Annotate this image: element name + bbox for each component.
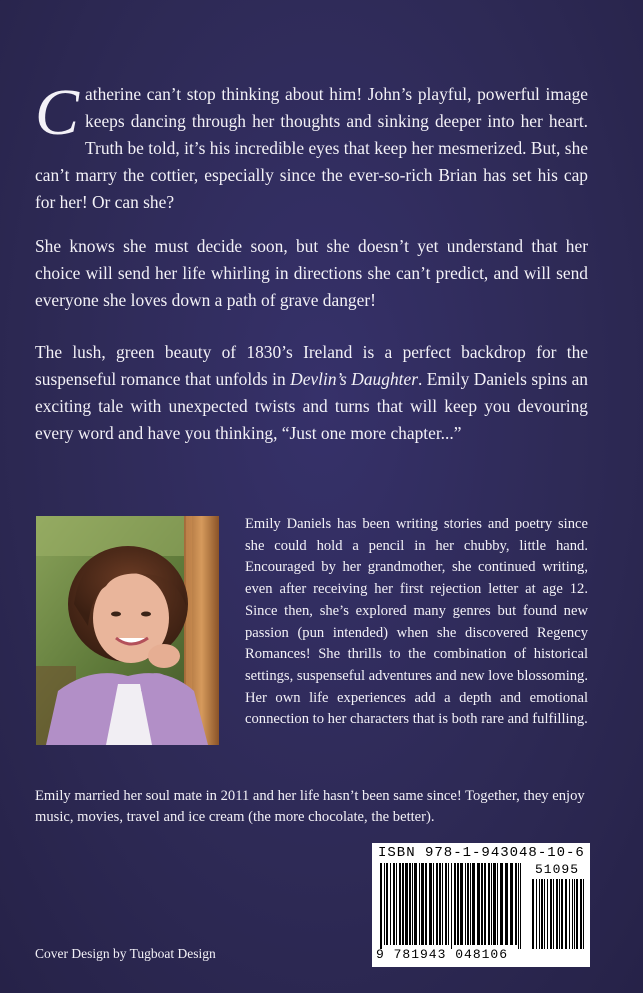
- barcode-bar: [510, 863, 513, 945]
- barcode-bar: [460, 863, 463, 945]
- barcode-bar: [467, 863, 469, 945]
- barcode-addon-bar: [580, 879, 582, 949]
- barcode-bar: [390, 863, 391, 945]
- barcode-bar: [500, 863, 503, 945]
- barcode-bar: [421, 863, 424, 945]
- barcode-addon-bar: [561, 879, 563, 949]
- barcode-bar: [465, 863, 466, 945]
- barcode-bar: [386, 863, 388, 945]
- barcode-addon-bar: [583, 879, 584, 949]
- barcode-bar: [454, 863, 456, 945]
- barcode-addon-bar: [574, 879, 575, 949]
- barcode-bar: [451, 863, 452, 949]
- barcode-bar: [393, 863, 395, 945]
- barcode-bar: [481, 863, 483, 945]
- barcode-bar: [414, 863, 417, 945]
- barcode-bar: [470, 863, 471, 945]
- barcode-bar: [384, 863, 385, 945]
- barcode-bar: [419, 863, 420, 945]
- barcode-addon-bar: [544, 879, 545, 949]
- barcode-bar: [396, 863, 397, 945]
- barcode-addon-bar: [565, 879, 567, 949]
- barcode-bar: [515, 863, 517, 945]
- barcode-addon-bar: [576, 879, 578, 949]
- barcode-addon-bar: [532, 879, 534, 949]
- blurb-paragraph-3-start: The lush, green beauty of 1830’s Ireland is a perfect backdrop for the suspenseful romance that unfolds in: [35, 342, 588, 389]
- barcode-bar: [488, 863, 490, 945]
- barcode-bar: [484, 863, 486, 945]
- barcode-bar: [493, 863, 496, 945]
- barcode-addon-bar: [541, 879, 543, 949]
- barcode-addon-bar: [559, 879, 560, 949]
- barcode-bar: [436, 863, 438, 945]
- barcode-bar: [518, 863, 519, 949]
- barcode-addon-bar: [536, 879, 537, 949]
- barcode-bar: [457, 863, 459, 945]
- barcode-bar: [409, 863, 411, 945]
- barcode-bar: [405, 863, 408, 945]
- barcode-addon-bar: [569, 879, 570, 949]
- barcode-bar: [520, 863, 521, 949]
- author-bio-2: Emily married her soul mate in 2011 and her life hasn’t been same since! Together, they enjoy music, movies, travel and ice cream (the more chocolate, the better).: [35, 788, 585, 825]
- barcode-bar: [448, 863, 449, 945]
- barcode-bar: [439, 863, 441, 945]
- blurb-paragraph-1: [35, 76, 588, 216]
- barcode-addon-bar: [553, 879, 554, 949]
- barcode-bar: [380, 863, 382, 949]
- author-bio: Emily Daniels has been writing stories and poetry since she could hold a pencil in her chubby, little hand. Encouraged by her grandmother, she continued writing, even after receiving her first rejection letter at age 12. Since then, she’s explored many genres but found new passion (pun intended) when she discovered Regency Romances! She thrills to the combination of historical settings, suspenseful adventures and new love blossoming. Her own life experiences add a depth and emotional connection to her characters that is both rare and fulfilling.: [245, 516, 588, 728]
- blurb-paragraph-1-text: atherine can’t stop thinking about him! John’s playful, powerful image keeps dancing through her thoughts and sinking deeper into her heart. Truth be told, it’s his incredible eyes that keep her mesmerized. But, she can’t marry the cottier, especially since the ever-so-rich Brian has set his cap for her! Or can she?: [35, 84, 588, 212]
- cover-design-credit: Cover Design by Tugboat Design: [35, 946, 216, 961]
- barcode-bar: [425, 863, 427, 945]
- book-title: Devlin’s Daughter: [290, 369, 418, 389]
- barcode-bar: [505, 863, 508, 945]
- barcode-bar: [402, 863, 404, 945]
- barcode-bar: [412, 863, 413, 945]
- author-photo: [36, 516, 219, 745]
- barcode-addon-bar: [547, 879, 548, 949]
- barcode-number: 9 781943 048106: [376, 947, 509, 962]
- barcode-bar: [491, 863, 492, 945]
- blurb-paragraph-3-end: . Emily Daniels spins an exciting tale with unexpected twists and turns that will keep you devouring every word and have you thinking, “Just one more chapter...”: [35, 369, 589, 443]
- blurb-paragraph-3: [35, 339, 588, 447]
- barcode-bar: [442, 863, 443, 945]
- barcode-bar: [497, 863, 498, 945]
- isbn-label: ISBN 978-1-943048-10-6: [378, 845, 585, 861]
- barcode-bar: [399, 863, 401, 945]
- isbn-barcode: [372, 843, 590, 967]
- barcode-bar: [477, 863, 480, 945]
- price-code: 51095: [535, 862, 580, 877]
- barcode-addon-bar: [550, 879, 552, 949]
- barcode-bar: [472, 863, 475, 945]
- author-portrait-illustration: [36, 516, 219, 745]
- barcode-bar: [429, 863, 432, 945]
- barcode-bar: [445, 863, 447, 945]
- barcode-addon-bar: [556, 879, 558, 949]
- blurb-paragraph-2: She knows she must decide soon, but she doesn’t yet understand that her choice will send her life whirling in directions she can’t predict, and will send everyone she loves down a path of grave danger!: [35, 236, 588, 310]
- barcode-addon-bar: [539, 879, 540, 949]
- barcode-bar: [433, 863, 434, 945]
- drop-cap: C: [35, 76, 80, 149]
- barcode-addon-bar: [572, 879, 573, 949]
